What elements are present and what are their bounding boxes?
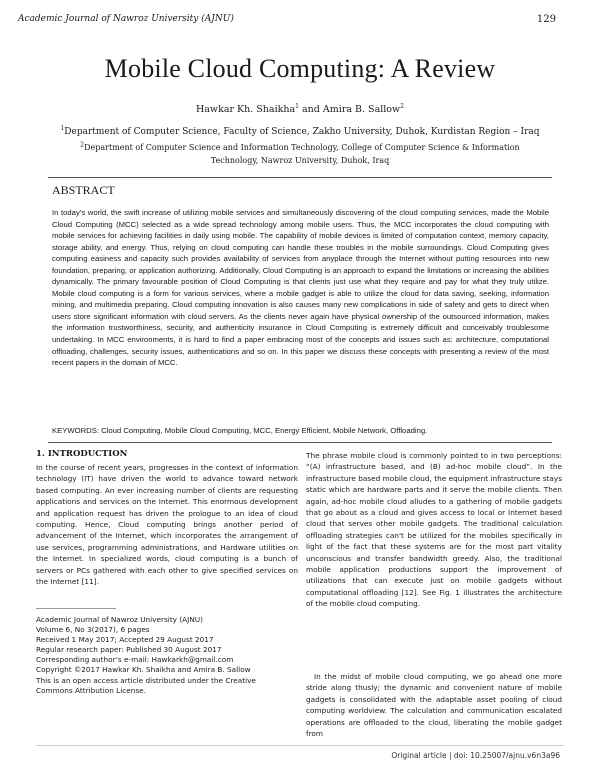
- abstract-top-rule: [48, 177, 552, 178]
- author-2: Amira B. Sallow: [322, 104, 401, 115]
- publication-journal: Academic Journal of Nawroz University (AJNU): [36, 615, 203, 624]
- journal-name: Academic Journal of Nawroz University (AJNU): [18, 14, 234, 24]
- publication-dates: Received 1 May 2017; Accepted 29 August 2017: [36, 635, 214, 645]
- article-doi: Original article | doi: 10.25007/ajnu.v6n3a96: [391, 751, 560, 760]
- publication-volume: Volume 6, No 3(2017), 6 pages: [36, 625, 150, 635]
- corresponding-email: Corresponding author’s e-mail: Hawkarkh@gmail.com: [36, 655, 234, 665]
- paper-title: Mobile Cloud Computing: A Review: [104, 54, 496, 83]
- right-paragraph-2: In the midst of mobile cloud computing, we go ahead one more stride along thusly; the dynamic and convenient nature of mobile gadgets is consolidated with the adaptable asset pooling of cloud computing worldview. The calculation and communication escalated operations are offloaded to the cloud, liberating the mobile gadget from: [306, 672, 562, 739]
- author-1: Hawkar Kh. Shaikha: [195, 104, 296, 115]
- author-2-affiliation-mark: 2: [400, 102, 404, 110]
- copyright: Copyright ©2017 Hawkar Kh. Shaikha and Amira B. Sallow: [36, 665, 251, 675]
- abstract-bottom-rule: [48, 442, 552, 443]
- author-conjunction: and: [299, 104, 323, 115]
- affiliation-1: [0, 127, 600, 137]
- author-1-affiliation-mark: 1: [295, 102, 299, 110]
- publication-info: [36, 615, 298, 696]
- footnote-rule: [36, 608, 116, 609]
- affiliation-1-mark: 1: [60, 125, 65, 132]
- abstract-heading: ABSTRACT: [52, 183, 115, 197]
- author-line: [0, 104, 600, 115]
- affiliation-1-text: Department of Computer Science, Faculty of Science, Zakho University, Duhok, Kurdistan Region – Iraq: [64, 127, 540, 137]
- license-line-2: Commons Attribution License.: [36, 685, 146, 695]
- page-number: 129: [536, 14, 556, 25]
- publication-type: Regular research paper: Published 30 August 2017: [36, 645, 222, 655]
- section-heading-introduction: 1. INTRODUCTION: [36, 449, 128, 459]
- license-line-1: This is an open access article distributed under the Creative: [36, 675, 256, 685]
- abstract-text: In today’s world, the swift increase of utilizing mobile services and simultaneously discovering of the cloud computing services, made the Mobile Cloud Computing (MCC) selected as a wide spread technology among mobile users. Thus, the MCC incorporates the cloud computing with mobile services for achieving facilities in daily using mobile. The capability of mobile devices is limited of computation context, memory capacity, storage ability, and energy. Thus, relying on cloud computing can handle these troubles in the mobile surroundings. Cloud Computing gives computing easiness and capacity such provides availability of services from anyplace through the Internet without putting resources into new foundation, preparing, or application authorizing. Additionally, Cloud Computing is an approach to expand the limitations or increasing the abilities dynamically. The primary favourable position of Cloud Computing is that clients just use what they require and pay for what they truly utilize. Mobile cloud computing is a form for various services, where a mobile gadget is able to utilize the cloud for data saving, seeking, information mining, and multimedia preparing. Cloud computing innovation is also causes many new complications in side of safety and gets to direct when users store significant information with cloud servers. As the clients never again have physical ownership of the outsourced information, makes the information trustworthiness, security, and authenticity insurance in Cloud Computing is extremely difficult and conceivably troublesome undertaking. In MCC environments, it is hard to find a paper embracing most of the concepts and issues such as: architecture, computational offloading, challenges, security issues, authentications and so on. In this paper we discuss these concepts with presenting a review of the most recent papers in the domain of MCC.: [52, 208, 549, 368]
- introduction-paragraph: In the course of recent years, progresses in the context of information technology (IT) have driven the world to advance toward network based computing. An ever increasing number of clients are requesting applications and services on the Internet. This enormous development and application request has driven the prologue to an idea of cloud computing. Hence, Cloud computing brings another period of advancement of the Internet, which incorporates the arrangement of use services, programming administrations, and Hardware utilities on the Internet. In specialized words, cloud computing is a bunch of servers or PCs gathered with each other to give specified services on the Internet [11].: [36, 463, 298, 587]
- footer-rule: [36, 745, 564, 746]
- affiliation-2-text: Department of Computer Science and Information Technology, College of Computer Science & Information Technology, Nawroz University, Duhok, Iraq: [84, 143, 520, 165]
- right-paragraph-1: The phrase mobile cloud is commonly pointed to in two perceptions: “(A) infrastructure based, and (B) ad-hoc mobile cloud”. In the infrastructure based mobile cloud, the equipment infrastructure stays static which are hardware parts and it serve the mobile clients. Then again, ad-hoc mobile cloud alludes to a gathering of mobile gadgets that go about as a cloud and gives access to local or Internet based cloud that serves other mobile gadgets. The traditional calculation offloading strategies can't be utilized for the mobiles specifically in light of the fact that these systems are for the most part vitality unconscious and transfer bandwidth greedy. Also, the traditional mobile application productions support the improvement of utilizations that can execute just on mobile gadgets without computational offloading [12]. See Fig. 1 illustrates the architecture of the mobile cloud computing.: [306, 451, 562, 609]
- affiliation-2-mark: 2: [80, 141, 85, 149]
- affiliation-2: [60, 141, 540, 167]
- keywords: KEYWORDS: Cloud Computing, Mobile Cloud Computing, MCC, Energy Efficient, Mobile Network, Offloading.: [52, 426, 428, 435]
